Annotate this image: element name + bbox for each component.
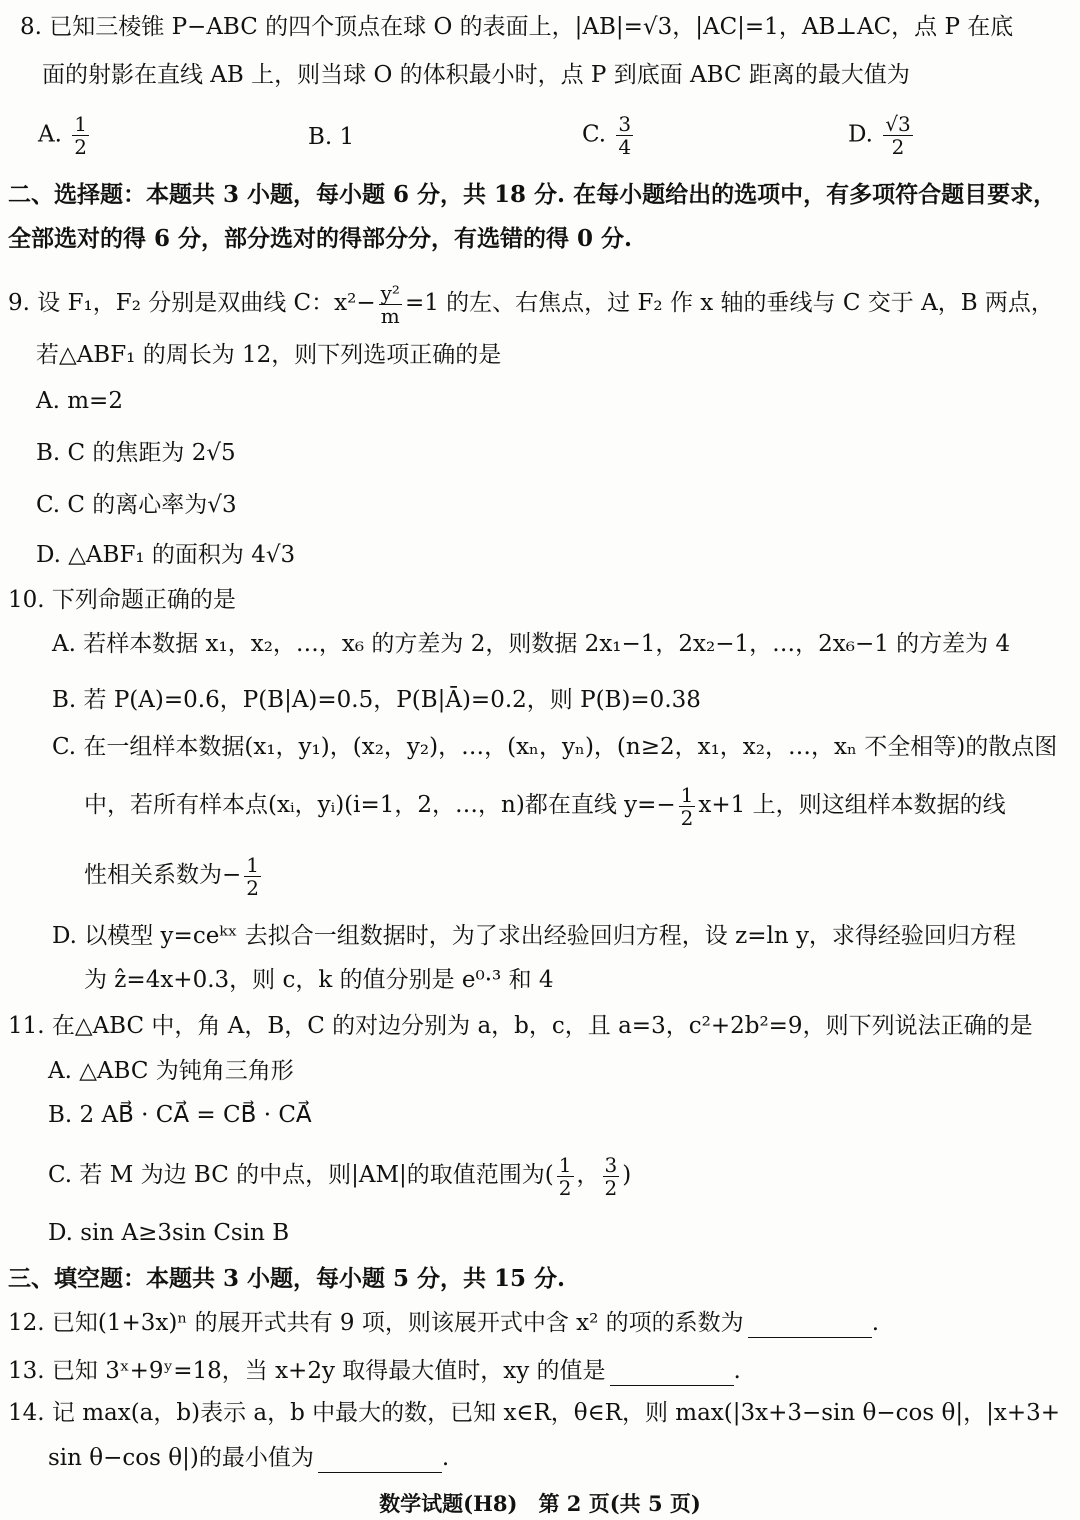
q9-line2: 若△ABF₁ 的周长为 12，则下列选项正确的是	[36, 342, 502, 368]
q10-option-d-line1: D. 以模型 y=ceᵏˣ 去拟合一组数据时，为了求出经验回归方程，设 z=ln y，求得经验回归方程	[52, 923, 1016, 949]
section2-line2: 全部选对的得 6 分，部分选对的得部分分，有选错的得 0 分.	[8, 225, 633, 252]
q11-stem: 11. 在△ABC 中，角 A，B，C 的对边分别为 a，b，c，且 a=3，c²+2b²=9，则下列说法正确的是	[8, 1013, 1033, 1039]
fraction: $\frac{1}{2}$	[558, 1152, 572, 1200]
option-label: C.	[582, 121, 607, 148]
option-label: A.	[38, 121, 62, 148]
fraction: $\frac{3}{4}$	[618, 112, 632, 159]
q12: 12. 已知(1+3x)ⁿ 的展开式共有 9 项，则该展开式中含 x² 的项的系数为 .	[8, 1310, 879, 1336]
option-text: 1	[339, 124, 355, 150]
q9-option-c: C. C 的离心率为√3	[36, 492, 237, 518]
q11-option-a: A. △ABC 为钝角三角形	[48, 1058, 294, 1084]
q11-option-c: C. 若 M 为边 BC 的中点，则|AM|的取值范围为( $\frac{1}{2}$ ， $\frac{3}{2}$ )	[48, 1152, 632, 1200]
answer-blank	[610, 1361, 734, 1386]
section2-line1: 二、选择题：本题共 3 小题，每小题 6 分，共 18 分. 在每小题给出的选项中，有多项符合题目要求，	[8, 181, 1057, 208]
q10-option-c-line2: 中，若所有样本点(xᵢ，yᵢ)(i=1，2，…，n)都在直线 y=− $\frac{1}{2}$ x+1 上，则这组样本数据的线	[84, 782, 1006, 830]
option-label: B.	[308, 124, 333, 150]
q10-stem: 10. 下列命题正确的是	[8, 587, 236, 613]
fraction: $\frac{1}{2}$	[680, 782, 694, 830]
answer-blank	[318, 1448, 442, 1473]
answer-blank	[748, 1313, 872, 1338]
q8-option-c	[582, 113, 636, 158]
q10-option-b: B. 若 P(A)=0.6，P(B|A)=0.5，P(B|Ā)=0.2，则 P(B)=0.38	[52, 687, 701, 713]
q14-line2: sin θ−cos θ|)的最小值为 .	[48, 1445, 450, 1471]
q8-option-b	[308, 124, 354, 150]
q8-line1: 8. 已知三棱锥 P−ABC 的四个顶点在球 O 的表面上，|AB|=√3，|AC|=1，AB⊥AC，点 P 在底	[20, 14, 1014, 40]
fraction: $\frac{1}{2}$	[74, 112, 87, 159]
q14-line1: 14. 记 max(a，b)表示 a，b 中最大的数，已知 x∈R，θ∈R，则 max(|3x+3−sin θ−cos θ|，|x+3+	[8, 1400, 1060, 1426]
q9-option-d: D. △ABF₁ 的面积为 4√3	[36, 542, 296, 568]
q10-option-d-line2: 为 ẑ=4x+0.3，则 c，k 的值分别是 e⁰·³ 和 4	[84, 967, 554, 993]
fraction: $\frac{√3}{2}$	[885, 112, 911, 159]
q13: 13. 已知 3ˣ+9ʸ=18，当 x+2y 取得最大值时，xy 的值是 .	[8, 1358, 741, 1384]
page-footer: 数学试题(H8) 第 2 页(共 5 页)	[379, 1491, 701, 1516]
q10-option-a: A. 若样本数据 x₁，x₂，…，x₆ 的方差为 2，则数据 2x₁−1，2x₂−1，…，2x₆−1 的方差为 4	[52, 631, 1011, 657]
q8-option-d	[848, 113, 916, 158]
option-label: D.	[848, 121, 873, 148]
fraction: $\frac{\text{y²}}{m}$	[380, 280, 400, 328]
q10-option-c-line3: 性相关系数为− $\frac{1}{2}$	[84, 852, 260, 900]
q10-option-c-line1: C. 在一组样本数据(x₁，y₁)，(x₂，y₂)，…，(xₙ，yₙ)，(n≥2，x₁，x₂，…，xₙ 不全相等)的散点图	[52, 734, 1058, 760]
q9-option-b: B. C 的焦距为 2√5	[36, 440, 236, 466]
q8-option-a	[38, 113, 92, 158]
q11-option-d: D. sin A≥3sin Csin B	[48, 1220, 290, 1246]
fraction: $\frac{3}{2}$	[604, 1152, 618, 1200]
q9-option-a: A. m=2	[36, 388, 123, 414]
q8-line2: 面的射影在直线 AB 上，则当球 O 的体积最小时，点 P 到底面 ABC 距离的最大值为	[42, 62, 910, 88]
q11-option-b: B. 2 AB⃗ · CA⃗ = CB⃗ · CA⃗	[48, 1102, 312, 1128]
section3-header: 三、填空题：本题共 3 小题，每小题 5 分，共 15 分.	[8, 1265, 566, 1292]
fraction: $\frac{1}{2}$	[246, 852, 260, 900]
q9-line1: 9. 设 F₁，F₂ 分别是双曲线 C：x²− $\frac{\text{y²}}{m}$ =1 的左、右焦点，过 F₂ 作 x 轴的垂线与 C 交于 A，B 两点，	[8, 280, 1054, 328]
